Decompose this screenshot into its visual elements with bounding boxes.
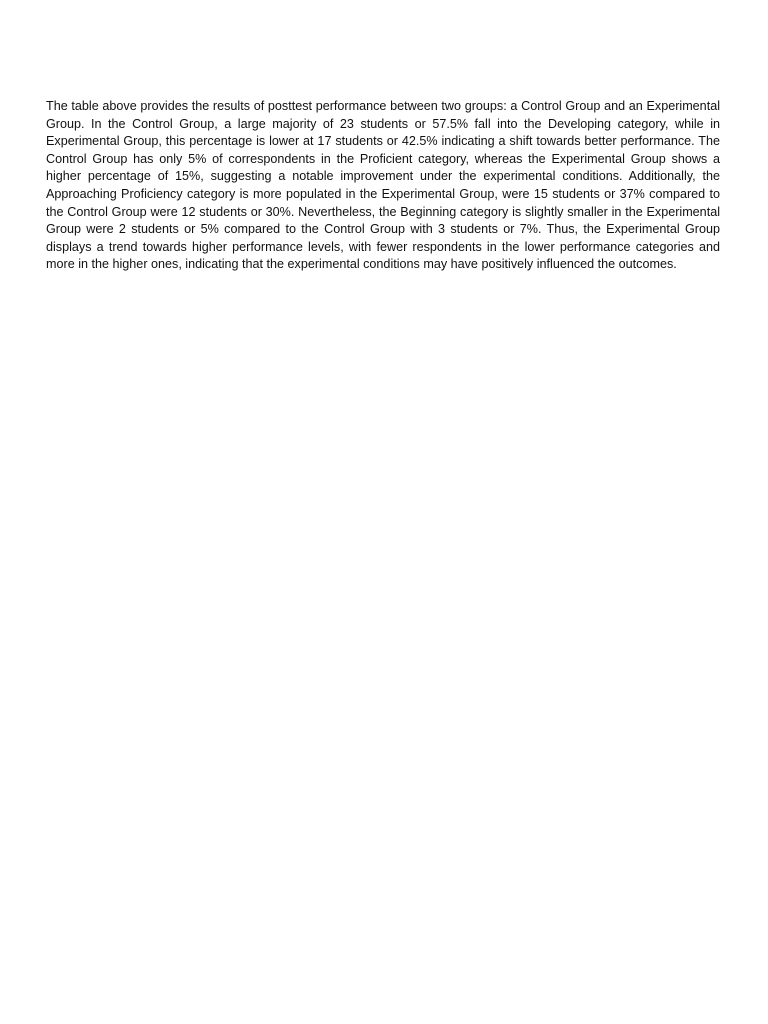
body-paragraph: The table above provides the results of posttest performance between two groups: a Control Group and an Experimental Group. In the Control Group, a large majority of 23 students or 57.5% fall into the Developing category, while in Experimental Group, this percentage is lower at 17 students or 42.5% indicating a shift towards better performance. The Control Group has only 5% of correspondents in the Proficient category, whereas the Experimental Group shows a higher percentage of 15%, suggesting a notable improvement under the experimental conditions. Additionally, the Approaching Proficiency category is more populated in the Experimental Group, were 15 students or 37% compared to the Control Group were 12 students or 30%. Nevertheless, the Beginning category is slightly smaller in the Experimental Group were 2 students or 5% compared to the Control Group with 3 students or 7%. Thus, the Experimental Group displays a trend towards higher performance levels, with fewer respondents in the lower performance categories and more in the higher ones, indicating that the experimental conditions may have positively influenced the outcomes. (46, 99, 720, 272)
